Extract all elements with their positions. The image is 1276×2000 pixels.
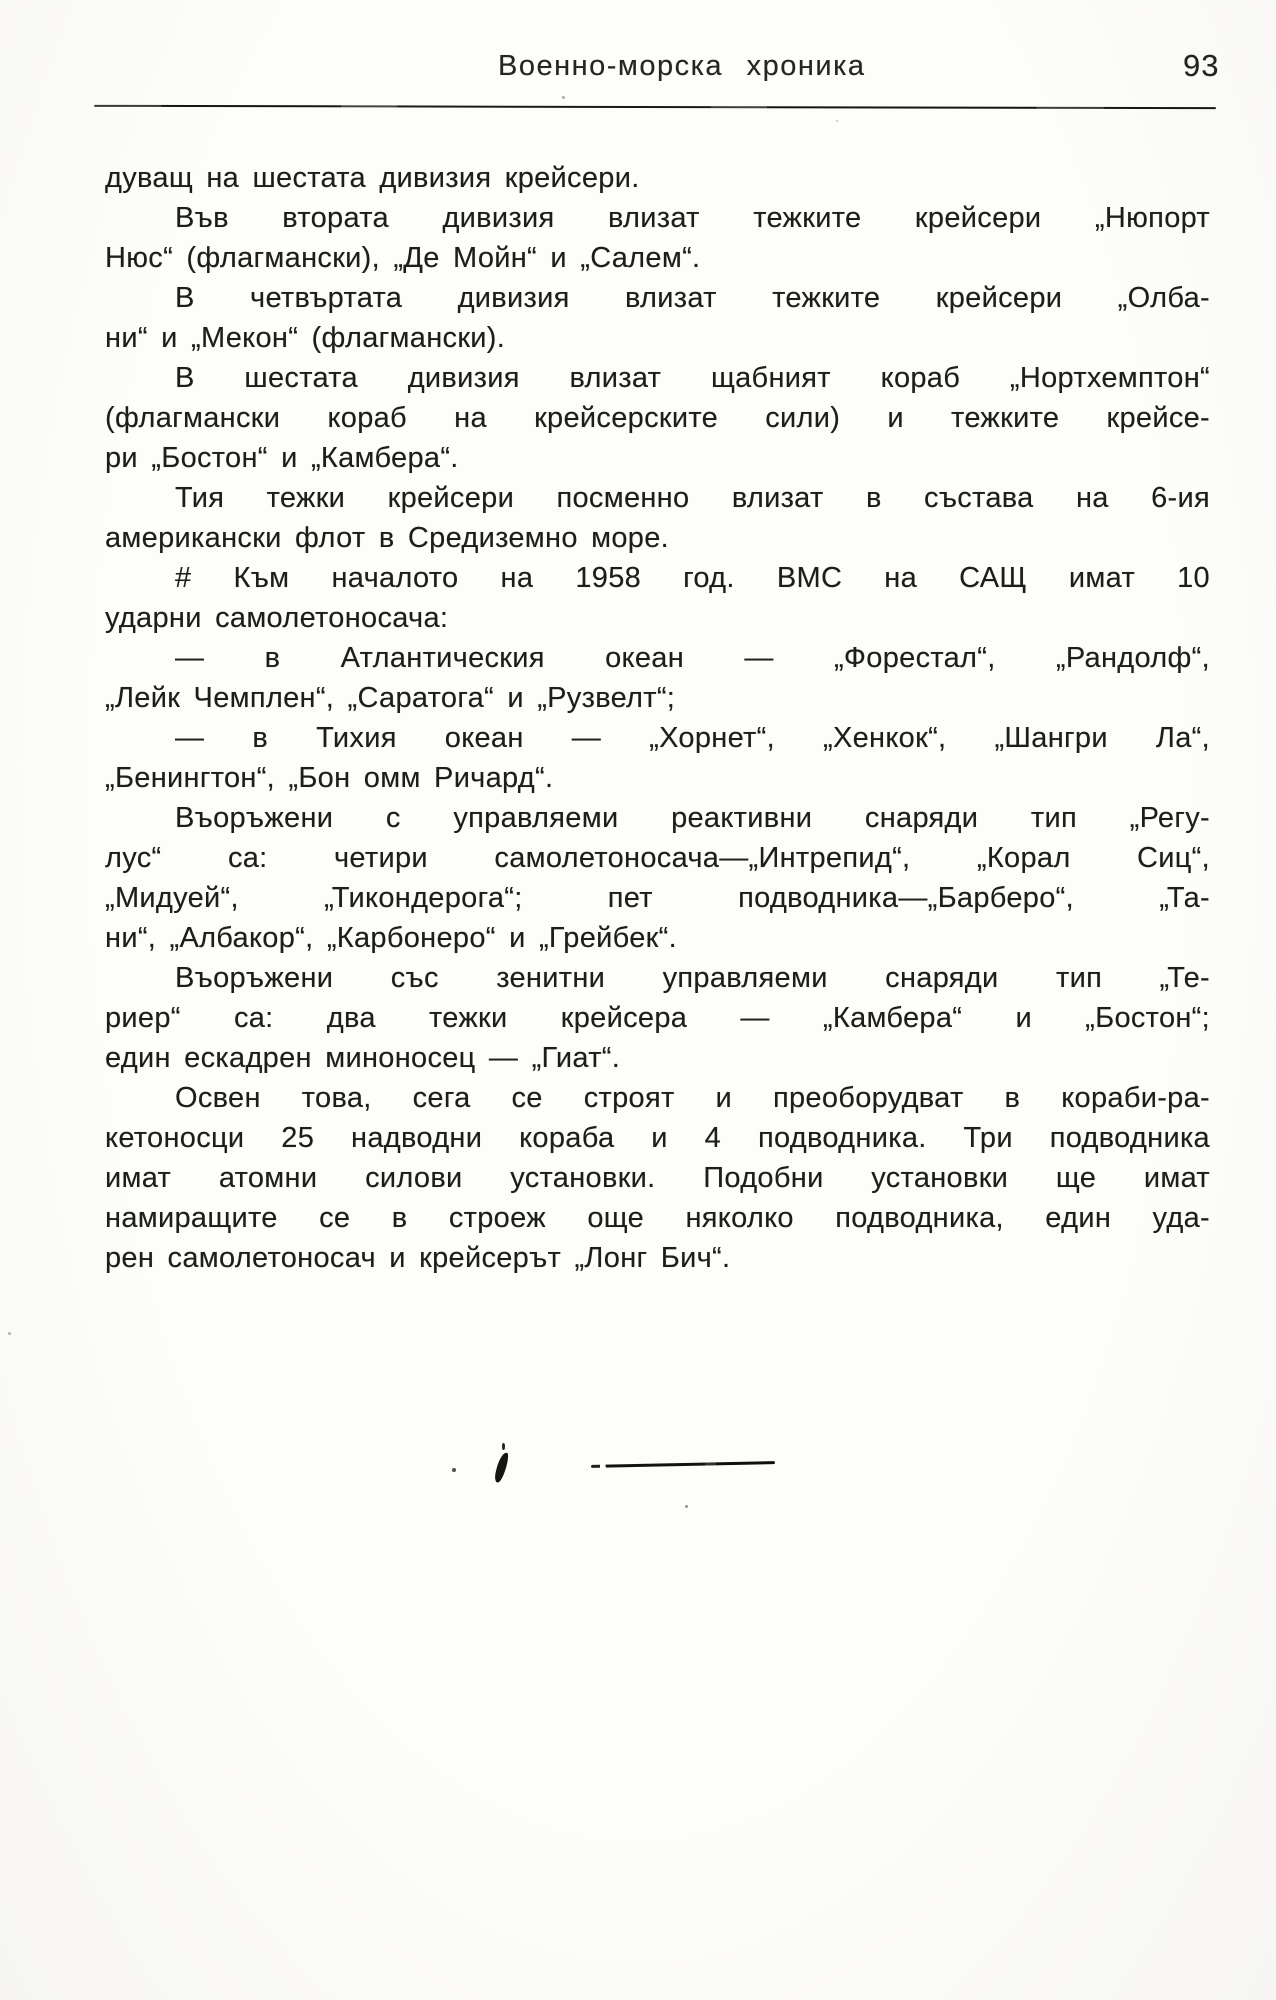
- text-line: Освен това, сега се строят и преоборудват в кораби-ра-: [175, 1082, 1210, 1114]
- text-line: (флагмански кораб на крейсерските сили) и тежките крейсе-: [105, 402, 1210, 434]
- text-line: В четвъртата дивизия влизат тежките крейсери „Олба-: [175, 282, 1210, 314]
- text-line: — в Атлантическия океан — „Форестал“, „Рандолф“,: [175, 642, 1210, 674]
- text-line: ни“, „Албакор“, „Карбонеро“ и „Грейбек“.: [105, 922, 677, 954]
- text-line: Тия тежки крейсери посменно влизат в състава на 6-ия: [175, 482, 1210, 514]
- text-line: риер“ са: два тежки крейсера — „Камбера“ и „Бостон“;: [105, 1002, 1210, 1034]
- text-line: # Към началото на 1958 год. ВМС на САЩ имат 10: [175, 562, 1210, 594]
- paragraph: [105, 358, 1210, 478]
- text-line: Въоръжени с управляеми реактивни снаряди тип „Регу-: [175, 802, 1210, 834]
- text-line: „Лейк Чемплен“, „Саратога“ и „Рузвелт“;: [105, 682, 676, 714]
- text-line: „Бенингтон“, „Бон омм Ричард“.: [105, 762, 554, 794]
- paragraph: [105, 958, 1210, 1078]
- footer-speck: [685, 1505, 688, 1508]
- text-line: намиращите се в строеж още няколко подводника, един уда-: [105, 1202, 1210, 1234]
- text-line: Въоръжени със зенитни управляеми снаряди тип „Те-: [175, 962, 1210, 994]
- page-body: [105, 158, 1210, 1278]
- text-line: имат атомни силови установки. Подобни установки ще имат: [105, 1162, 1210, 1194]
- text-line: лус“ са: четири самолетоносача—„Интрепид“, „Корал Сиц“,: [105, 842, 1210, 874]
- text-line: ри „Бостон“ и „Камбера“.: [105, 442, 459, 474]
- paragraph: [105, 198, 1210, 278]
- paper-speck: [8, 1332, 11, 1335]
- paragraph: [105, 278, 1210, 358]
- text-line: един ескадрен миноносец — „Гиат“.: [105, 1042, 621, 1074]
- footer-speck: [452, 1468, 456, 1472]
- paragraph: [105, 158, 1210, 198]
- text-line: Нюс“ (флагмански), „Де Мойн“ и „Салем“.: [105, 242, 701, 274]
- text-line: В шестата дивизия влизат щабният кораб „Нортхемптон“: [175, 362, 1210, 394]
- paper-speck: [836, 120, 838, 122]
- text-line: дуващ на шестата дивизия крейсери.: [105, 162, 640, 194]
- header-rule: [94, 105, 1216, 109]
- text-line: американски флот в Средиземно море.: [105, 522, 669, 554]
- text-line: ударни самолетоносача:: [105, 602, 449, 634]
- text-line: Във втората дивизия влизат тежките крейсери „Нюпорт: [175, 202, 1210, 234]
- paper-speck: [562, 96, 565, 99]
- end-separator-line: [591, 1461, 775, 1468]
- ink-blot: [493, 1451, 509, 1483]
- paragraph: [105, 478, 1210, 558]
- paragraph: [105, 638, 1210, 718]
- text-line: — в Тихия океан — „Хорнет“, „Хенкок“, „Шангри Ла“,: [175, 722, 1210, 754]
- running-head-title: Военно-морска хроника: [498, 50, 866, 82]
- page-number: 93: [1183, 48, 1220, 83]
- ink-blot-tail: [502, 1443, 505, 1450]
- paragraph: [105, 558, 1210, 638]
- text-line: „Мидуей“, „Тикондерога“; пет подводника—„Барберо“, „Та-: [105, 882, 1210, 914]
- text-line: ни“ и „Мекон“ (флагмански).: [105, 322, 506, 354]
- paragraph: [105, 718, 1210, 798]
- paragraph: [105, 1078, 1210, 1278]
- text-line: рен самолетоносач и крейсерът „Лонг Бич“.: [105, 1242, 731, 1274]
- text-line: кетоносци 25 надводни кораба и 4 подводника. Три подводника: [105, 1122, 1210, 1154]
- paragraph: [105, 798, 1210, 958]
